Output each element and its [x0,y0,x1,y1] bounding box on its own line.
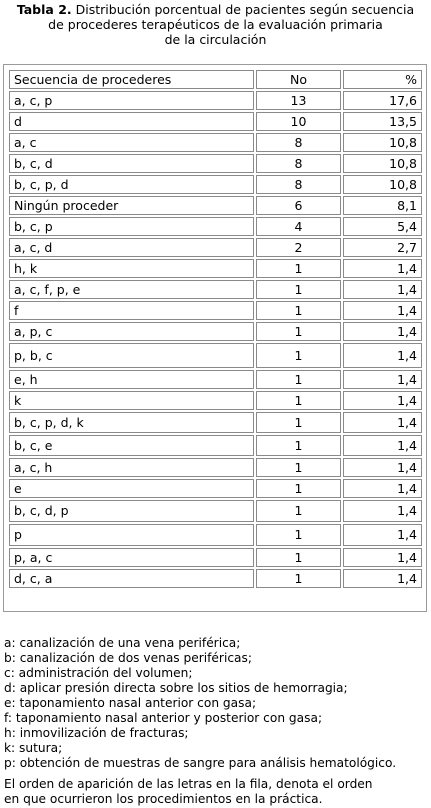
percent-cell: 13,5 [343,112,422,131]
percent-cell: 1,4 [343,458,422,477]
count-cell: 8 [256,175,341,194]
table-caption [3,2,428,47]
legend-item: f: taponamiento nasal anterior y posterior con gasa; [4,711,323,725]
table-row [9,343,422,368]
legend-item: b: canalización de dos venas periféricas; [4,651,252,665]
count-cell: 8 [256,133,341,152]
legend-item: h: inmovilización de fracturas; [4,726,189,740]
count-cell: 8 [256,154,341,173]
sequence-cell: e, h [9,370,254,389]
sequence-cell: e [9,479,254,498]
legend-item: e: taponamiento nasal anterior con gasa; [4,696,257,710]
table-row [9,133,422,152]
percent-cell: 1,4 [343,569,422,588]
table-row [9,301,422,320]
percent-cell: 1,4 [343,322,422,341]
legend-item: k: sutura; [4,741,63,755]
sequence-cell: d, c, a [9,569,254,588]
sequence-cell: b, c, p [9,217,254,236]
legend-item: a: canalización de una vena periférica; [4,636,241,650]
count-cell: 1 [256,391,341,410]
footnote-line-2: en que ocurrieron los procedimientos en la práctica. [4,792,323,806]
count-cell: 1 [256,259,341,278]
legend [4,636,396,771]
table-row [9,91,422,110]
table-row [9,370,422,389]
percent-cell: 5,4 [343,217,422,236]
table-row [9,458,422,477]
percent-cell: 2,7 [343,238,422,257]
sequence-cell: p, b, c [9,343,254,368]
sequence-cell: k [9,391,254,410]
count-cell: 1 [256,548,341,567]
count-cell: 1 [256,500,341,522]
percent-cell: 1,4 [343,301,422,320]
table-frame [3,64,427,612]
count-cell: 2 [256,238,341,257]
header-cell: Secuencia de procederes [9,70,254,89]
percent-cell: 1,4 [343,280,422,299]
table-row [9,500,422,522]
caption-line-3: de la circulación [164,32,267,47]
sequence-cell: a, p, c [9,322,254,341]
count-cell: 1 [256,301,341,320]
percent-cell: 1,4 [343,548,422,567]
percent-cell: 1,4 [343,524,422,546]
sequence-cell: b, c, d [9,154,254,173]
table-row [9,548,422,567]
sequence-cell: b, c, p, d, k [9,412,254,433]
table-row [9,569,422,588]
caption-line-2: de procederes terapéuticos de la evaluación primaria [48,17,383,32]
percent-cell: 1,4 [343,412,422,433]
footnote [4,777,373,807]
sequence-cell: d [9,112,254,131]
table-row [9,154,422,173]
percent-cell: 1,4 [343,259,422,278]
table-row [9,217,422,236]
percent-cell: 1,4 [343,479,422,498]
percent-cell: 1,4 [343,500,422,522]
table-row [9,238,422,257]
sequence-cell: a, c, d [9,238,254,257]
legend-item: c: administración del volumen; [4,666,193,680]
percent-cell: 10,8 [343,175,422,194]
percent-cell: 1,4 [343,370,422,389]
table-row [9,435,422,456]
percent-cell: 10,8 [343,154,422,173]
percent-cell: 10,8 [343,133,422,152]
footnote-line-1: El orden de aparición de las letras en la fila, denota el orden [4,777,373,791]
table-row [9,259,422,278]
caption-text-1: Distribución porcentual de pacientes según secuencia [71,2,415,17]
percent-cell: 1,4 [343,391,422,410]
count-cell: 1 [256,458,341,477]
caption-line-1 [3,2,428,17]
sequence-cell: h, k [9,259,254,278]
sequence-cell: a, c, f, p, e [9,280,254,299]
sequence-cell: p [9,524,254,546]
count-cell: 1 [256,479,341,498]
percent-cell: 17,6 [343,91,422,110]
sequence-cell: a, c [9,133,254,152]
table-header-row [9,70,422,89]
table-row [9,322,422,341]
legend-item: p: obtención de muestras de sangre para análisis hematológico. [4,756,397,770]
count-cell: 13 [256,91,341,110]
count-cell: 1 [256,569,341,588]
count-cell: 4 [256,217,341,236]
sequence-cell: b, c, d, p [9,500,254,522]
count-cell: 6 [256,196,341,215]
header-cell: % [343,70,422,89]
sequence-cell: a, c, p [9,91,254,110]
sequence-cell: b, c, e [9,435,254,456]
table-row [9,479,422,498]
percent-cell: 1,4 [343,435,422,456]
count-cell: 1 [256,343,341,368]
sequence-cell: a, c, h [9,458,254,477]
table-row [9,112,422,131]
legend-item: d: aplicar presión directa sobre los sitios de hemorragia; [4,681,348,695]
table-row [9,412,422,433]
count-cell: 1 [256,322,341,341]
data-table [7,68,424,590]
sequence-cell: b, c, p, d [9,175,254,194]
count-cell: 1 [256,435,341,456]
percent-cell: 8,1 [343,196,422,215]
table-row [9,196,422,215]
table-row [9,175,422,194]
sequence-cell: f [9,301,254,320]
percent-cell: 1,4 [343,343,422,368]
caption-label: Tabla 2. [16,2,72,17]
sequence-cell: p, a, c [9,548,254,567]
count-cell: 1 [256,280,341,299]
table-row [9,391,422,410]
count-cell: 1 [256,370,341,389]
sequence-cell: Ningún proceder [9,196,254,215]
count-cell: 1 [256,412,341,433]
header-cell: No [256,70,341,89]
table-row [9,280,422,299]
count-cell: 10 [256,112,341,131]
count-cell: 1 [256,524,341,546]
table-row [9,524,422,546]
